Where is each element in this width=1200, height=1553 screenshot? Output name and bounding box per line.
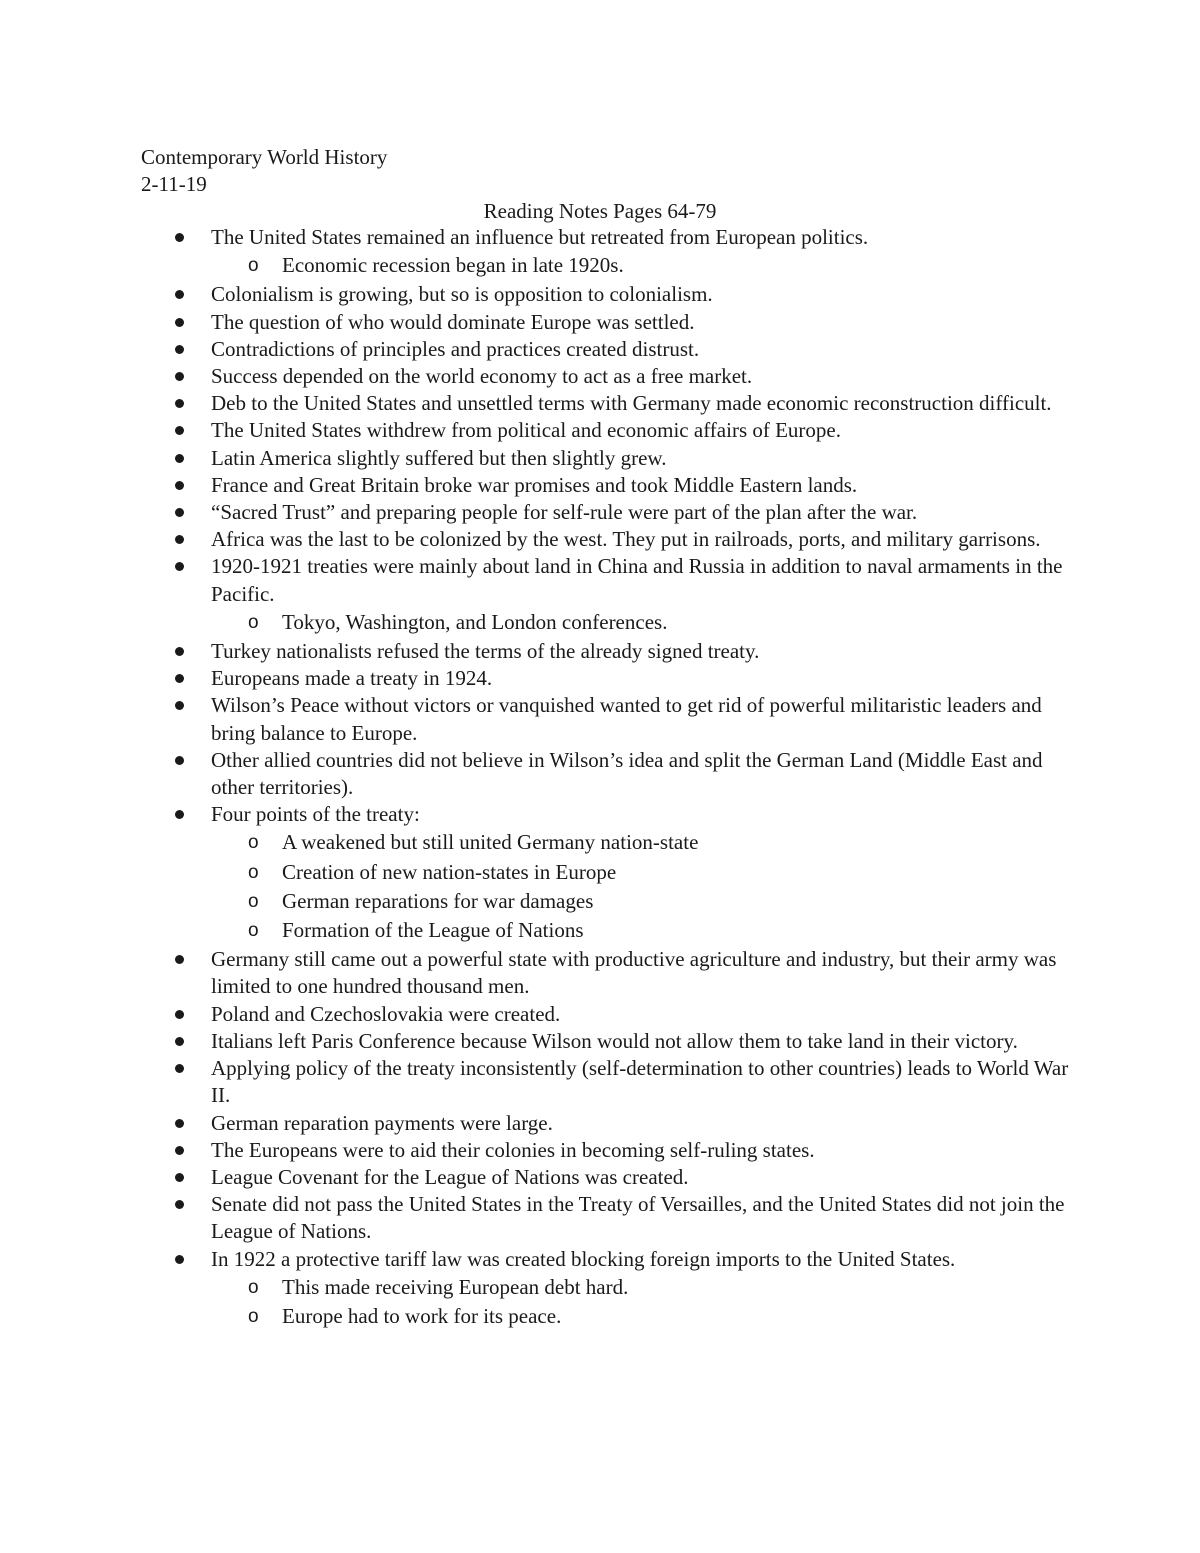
note-item <box>0 553 1200 607</box>
note-item <box>0 1110 1200 1137</box>
note-item <box>0 638 1200 665</box>
note-text: Success depended on the world economy to act as a free market. <box>211 364 753 389</box>
note-item <box>0 1055 1200 1109</box>
note-item <box>0 309 1200 336</box>
sub-note-item <box>0 888 1200 915</box>
note-text: The United States remained an influence but retreated from European politics. <box>211 225 869 249</box>
note-item <box>0 801 1200 828</box>
sub-note-item <box>0 829 1200 856</box>
sub-note-item <box>0 252 1200 279</box>
note-text: 1920-1921 treaties were mainly about land in China and Russia in addition to naval armaments in the Pacific. <box>211 554 1063 606</box>
reading-notes-heading: Reading Notes Pages 64-79 <box>483 199 717 223</box>
sub-note-text: Tokyo, Washington, and London conferences. <box>282 609 668 634</box>
note-item <box>0 445 1200 472</box>
sub-note-text: Creation of new nation-states in Europe <box>282 859 617 884</box>
note-item <box>0 692 1200 746</box>
note-text: Colonialism is growing, but so is opposition to colonialism. <box>211 282 713 307</box>
notes-list <box>0 224 1200 1332</box>
sub-bullet-icon: o <box>248 255 259 277</box>
note-text: Latin America slightly suffered but then slightly grew. <box>211 445 667 470</box>
note-text: League Covenant for the League of Nations was created. <box>211 1164 689 1189</box>
sub-note-item <box>0 609 1200 636</box>
note-item <box>0 1164 1200 1191</box>
note-text: The question of who would dominate Europe was settled. <box>211 309 695 334</box>
sub-note-item <box>0 1274 1200 1301</box>
note-item <box>0 390 1200 417</box>
note-item <box>0 281 1200 308</box>
note-item <box>0 665 1200 692</box>
note-item <box>0 1246 1200 1273</box>
sub-note-item <box>0 917 1200 944</box>
sub-note-item <box>0 1303 1200 1330</box>
document-date: 2-11-19 <box>141 172 207 196</box>
note-item <box>0 417 1200 444</box>
sub-bullet-icon: o <box>248 832 259 854</box>
note-text: Europeans made a treaty in 1924. <box>211 666 493 691</box>
sub-note-text: Economic recession began in late 1920s. <box>282 253 624 278</box>
note-item <box>0 336 1200 363</box>
note-text: The Europeans were to aid their colonies in becoming self-ruling states. <box>211 1137 815 1162</box>
note-text: Senate did not pass the United States in the Treaty of Versailles, and the United States did not join the League of Nations. <box>211 1192 1065 1244</box>
note-text: Applying policy of the treaty inconsistently (self-determination to other countries) leads to World War II. <box>211 1056 1069 1108</box>
sub-note-item <box>0 859 1200 886</box>
note-text: Four points of the treaty: <box>211 802 420 827</box>
sub-bullet-icon: o <box>248 920 259 942</box>
note-text: Italians left Paris Conference because Wilson would not allow them to take land in their victory. <box>211 1028 1018 1053</box>
sub-bullet-icon: o <box>248 890 259 912</box>
note-text: German reparation payments were large. <box>211 1110 553 1135</box>
note-text: Germany still came out a powerful state with productive agriculture and industry, but their army was limited to one hundred thousand men. <box>211 947 1057 999</box>
sub-bullet-icon: o <box>248 1276 259 1298</box>
note-text: Deb to the United States and unsettled terms with Germany made economic reconstruction difficult. <box>211 391 1052 416</box>
sub-bullet-icon: o <box>248 611 259 633</box>
note-text: Turkey nationalists refused the terms of the already signed treaty. <box>211 639 760 664</box>
note-text: Poland and Czechoslovakia were created. <box>211 1001 561 1026</box>
note-text: Other allied countries did not believe in Wilson’s idea and split the German Land (Middle East and other territories). <box>211 747 1043 800</box>
sub-note-text: This made receiving European debt hard. <box>282 1274 629 1299</box>
note-item <box>0 363 1200 390</box>
note-item <box>0 1001 1200 1028</box>
note-text: Wilson’s Peace without victors or vanquished wanted to get rid of powerful militaristic leaders and bring balance to Europe. <box>211 693 1042 745</box>
note-item <box>0 946 1200 1000</box>
note-item <box>0 1137 1200 1164</box>
sub-bullet-icon: o <box>248 1305 259 1327</box>
note-item <box>0 1028 1200 1055</box>
sub-note-text: A weakened but still united Germany nation-state <box>282 830 699 855</box>
note-item <box>0 1191 1200 1245</box>
document-title: Contemporary World History <box>141 145 388 169</box>
sub-bullet-icon: o <box>248 861 259 883</box>
sub-note-text: German reparations for war damages <box>282 888 594 913</box>
sub-note-text: Europe had to work for its peace. <box>282 1303 562 1328</box>
note-item <box>0 526 1200 553</box>
note-text: Contradictions of principles and practices created distrust. <box>211 336 700 361</box>
note-item <box>0 499 1200 526</box>
note-text: “Sacred Trust” and preparing people for self-rule were part of the plan after the war. <box>211 500 918 525</box>
note-text: Africa was the last to be colonized by the west. They put in railroads, ports, and military garrisons. <box>211 527 1041 552</box>
note-item <box>0 747 1200 801</box>
note-text: In 1922 a protective tariff law was created blocking foreign imports to the United States. <box>211 1246 956 1271</box>
note-item <box>0 472 1200 499</box>
note-text: The United States withdrew from political and economic affairs of Europe. <box>211 418 841 443</box>
note-text: France and Great Britain broke war promises and took Middle Eastern lands. <box>211 472 858 497</box>
note-item <box>0 224 1200 251</box>
sub-note-text: Formation of the League of Nations <box>282 918 584 943</box>
